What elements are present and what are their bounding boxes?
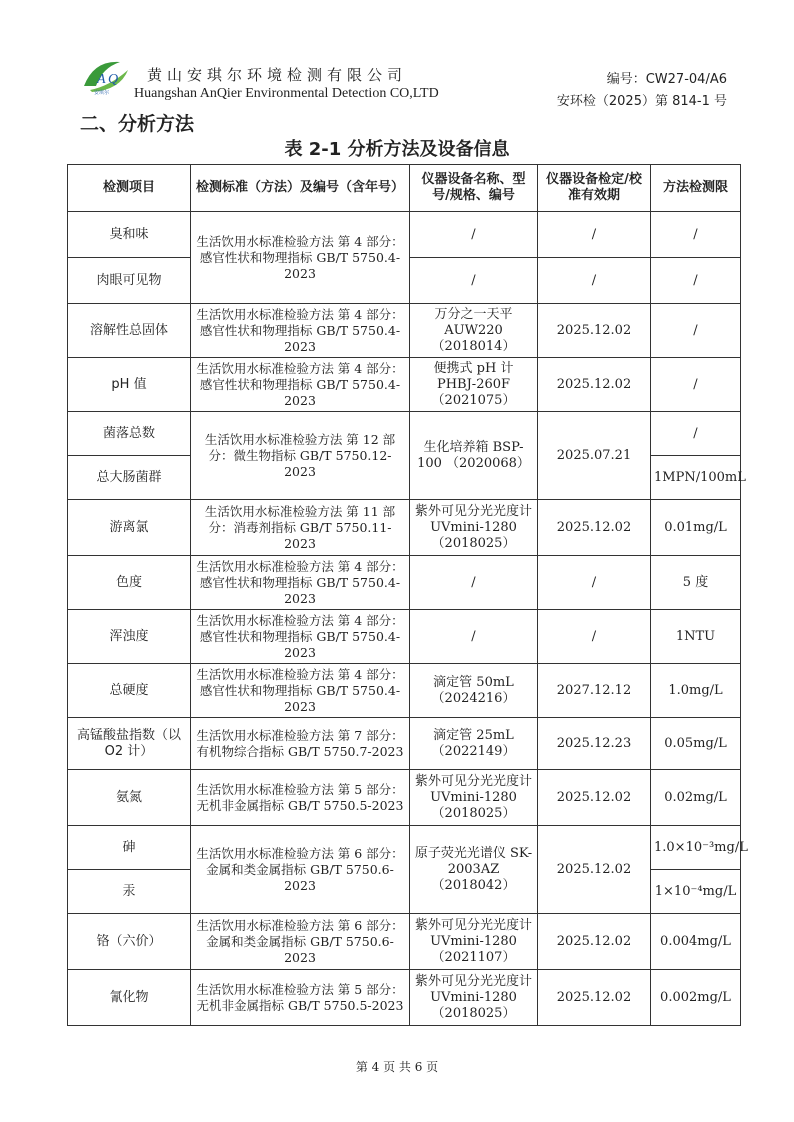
item-cell: 游离氯: [68, 500, 191, 556]
validity-cell: 2025.12.02: [538, 970, 651, 1026]
col-header-item: 检测项目: [68, 165, 191, 212]
svg-text:安琪尔: 安琪尔: [94, 90, 110, 96]
company-name-en: Huangshan AnQier Environmental Detection CO,LTD: [134, 86, 439, 101]
item-cell: 砷: [68, 826, 191, 870]
table-row: [68, 664, 741, 718]
item-cell: 浑浊度: [68, 610, 191, 664]
svg-text:A: A: [97, 72, 106, 87]
table-row: [68, 212, 741, 258]
validity-cell: 2025.12.02: [538, 914, 651, 970]
validity-cell: 2025.12.02: [538, 500, 651, 556]
report-number: 编号：CW27-04/A6: [606, 72, 727, 87]
table-row: [68, 610, 741, 664]
validity-cell: 2025.12.02: [538, 358, 651, 412]
standard-cell: 生活饮用水标准检验方法 第 4 部分：感官性状和物理指标 GB/T 5750.4-2023: [191, 664, 410, 718]
validity-cell: /: [538, 258, 651, 304]
limit-cell: /: [651, 412, 741, 456]
table-row: [68, 826, 741, 870]
limit-cell: /: [651, 358, 741, 412]
item-cell: 高锰酸盐指数（以 O2 计）: [68, 718, 191, 770]
item-cell: 氰化物: [68, 970, 191, 1026]
table-title: 表 2-1 分析方法及设备信息: [284, 139, 510, 160]
equipment-cell: 紫外可见分光光度计 UVmini-1280 （2018025）: [410, 770, 538, 826]
col-header-standard: 检测标准（方法）及编号（含年号）: [191, 165, 410, 212]
equipment-cell: /: [410, 610, 538, 664]
item-cell: 汞: [68, 870, 191, 914]
item-cell: 菌落总数: [68, 412, 191, 456]
table-row: [68, 770, 741, 826]
standard-cell: 生活饮用水标准检验方法 第 4 部分：感官性状和物理指标 GB/T 5750.4-2023: [191, 304, 410, 358]
limit-cell: 0.004mg/L: [651, 914, 741, 970]
equipment-cell: /: [410, 212, 538, 258]
item-cell: 肉眼可见物: [68, 258, 191, 304]
standard-cell: 生活饮用水标准检验方法 第 11 部分：消毒剂指标 GB/T 5750.11-2023: [191, 500, 410, 556]
table-header-row: [68, 165, 741, 212]
validity-cell: 2027.12.12: [538, 664, 651, 718]
validity-cell: 2025.12.02: [538, 770, 651, 826]
limit-cell: /: [651, 304, 741, 358]
page-header: [0, 0, 794, 110]
table-row: [68, 556, 741, 610]
validity-cell: 2025.12.23: [538, 718, 651, 770]
equipment-cell: /: [410, 556, 538, 610]
section-title: 二、分析方法: [80, 113, 195, 135]
validity-cell: 2025.12.02: [538, 826, 651, 914]
equipment-cell: 紫外可见分光光度计 UVmini-1280 （2021107）: [410, 914, 538, 970]
table-row: [68, 358, 741, 412]
limit-cell: 0.02mg/L: [651, 770, 741, 826]
company-name-cn: 黄山安琪尔环境检测有限公司: [147, 66, 408, 84]
limit-cell: /: [651, 212, 741, 258]
limit-cell: 1NTU: [651, 610, 741, 664]
limit-cell: 0.05mg/L: [651, 718, 741, 770]
limit-cell: 1.0mg/L: [651, 664, 741, 718]
table-row: [68, 412, 741, 456]
standard-cell: 生活饮用水标准检验方法 第 5 部分：无机非金属指标 GB/T 5750.5-2023: [191, 770, 410, 826]
limit-cell: 0.002mg/L: [651, 970, 741, 1026]
standard-cell: 生活饮用水标准检验方法 第 12 部分：微生物指标 GB/T 5750.12-2023: [191, 412, 410, 500]
item-cell: 总大肠菌群: [68, 456, 191, 500]
table-row: [68, 304, 741, 358]
equipment-cell: 滴定管 25mL （2022149）: [410, 718, 538, 770]
standard-cell: 生活饮用水标准检验方法 第 4 部分：感官性状和物理指标 GB/T 5750.4-2023: [191, 610, 410, 664]
limit-cell: /: [651, 258, 741, 304]
table-row: [68, 718, 741, 770]
limit-cell: 0.01mg/L: [651, 500, 741, 556]
validity-cell: 2025.07.21: [538, 412, 651, 500]
item-cell: pH 值: [68, 358, 191, 412]
standard-cell: 生活饮用水标准检验方法 第 4 部分：感官性状和物理指标 GB/T 5750.4-2023: [191, 212, 410, 304]
item-cell: 色度: [68, 556, 191, 610]
equipment-cell: 滴定管 50mL （2024216）: [410, 664, 538, 718]
equipment-cell: 便携式 pH 计 PHBJ-260F （2021075）: [410, 358, 538, 412]
standard-cell: 生活饮用水标准检验方法 第 5 部分：无机非金属指标 GB/T 5750.5-2023: [191, 970, 410, 1026]
limit-cell: 1.0×10⁻³mg/L: [651, 826, 741, 870]
col-header-validity: 仪器设备检定/校准有效期: [538, 165, 651, 212]
svg-text:Q: Q: [108, 72, 119, 87]
validity-cell: /: [538, 610, 651, 664]
table-row: [68, 500, 741, 556]
limit-cell: 1MPN/100mL: [651, 456, 741, 500]
validity-cell: 2025.12.02: [538, 304, 651, 358]
equipment-cell: /: [410, 258, 538, 304]
equipment-cell: 紫外可见分光光度计 UVmini-1280 （2018025）: [410, 970, 538, 1026]
equipment-cell: 生化培养箱 BSP-100 （2020068）: [410, 412, 538, 500]
standard-cell: 生活饮用水标准检验方法 第 7 部分：有机物综合指标 GB/T 5750.7-2023: [191, 718, 410, 770]
col-header-limit: 方法检测限: [651, 165, 741, 212]
page-footer: 第 4 页 共 6 页: [355, 1060, 439, 1074]
standard-cell: 生活饮用水标准检验方法 第 6 部分：金属和类金属指标 GB/T 5750.6-2023: [191, 826, 410, 914]
standard-cell: 生活饮用水标准检验方法 第 4 部分：感官性状和物理指标 GB/T 5750.4-2023: [191, 556, 410, 610]
report-code: 安环检（2025）第 814-1 号: [556, 94, 727, 109]
item-cell: 溶解性总固体: [68, 304, 191, 358]
equipment-cell: 原子荧光光谱仪 SK-2003AZ （2018042）: [410, 826, 538, 914]
company-logo: [80, 56, 132, 96]
equipment-cell: 紫外可见分光光度计 UVmini-1280 （2018025）: [410, 500, 538, 556]
validity-cell: /: [538, 556, 651, 610]
table-row: [68, 970, 741, 1026]
table-row: [68, 914, 741, 970]
standard-cell: 生活饮用水标准检验方法 第 4 部分：感官性状和物理指标 GB/T 5750.4-2023: [191, 358, 410, 412]
validity-cell: /: [538, 212, 651, 258]
limit-cell: 1×10⁻⁴mg/L: [651, 870, 741, 914]
item-cell: 铬（六价）: [68, 914, 191, 970]
item-cell: 总硬度: [68, 664, 191, 718]
col-header-equipment: 仪器设备名称、型号/规格、编号: [410, 165, 538, 212]
standard-cell: 生活饮用水标准检验方法 第 6 部分：金属和类金属指标 GB/T 5750.6-2023: [191, 914, 410, 970]
limit-cell: 5 度: [651, 556, 741, 610]
equipment-cell: 万分之一天平 AUW220 （2018014）: [410, 304, 538, 358]
analysis-methods-table: [67, 164, 748, 1026]
item-cell: 臭和味: [68, 212, 191, 258]
item-cell: 氨氮: [68, 770, 191, 826]
